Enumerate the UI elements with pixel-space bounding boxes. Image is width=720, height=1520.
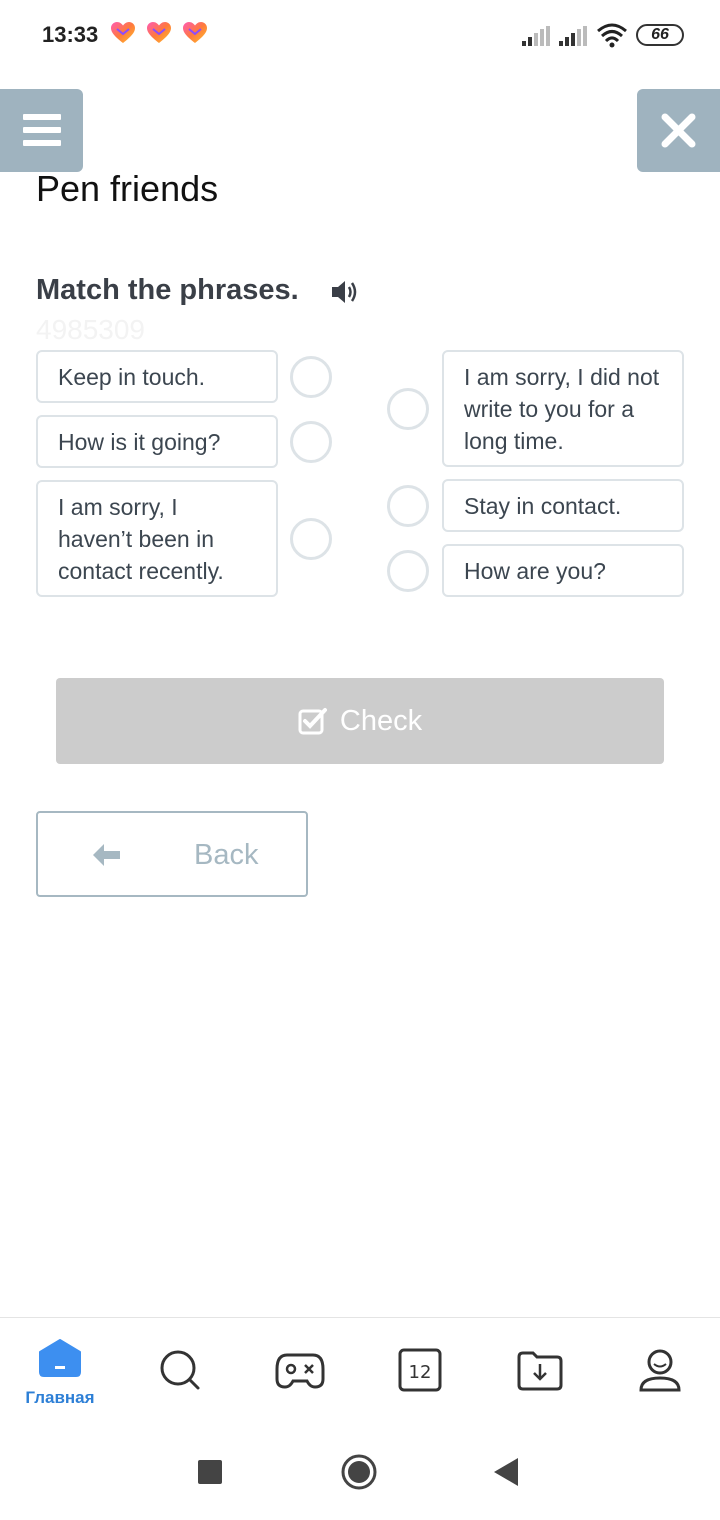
right-connector-1[interactable]	[387, 388, 429, 430]
hamburger-line	[23, 127, 61, 133]
left-phrase-card[interactable]	[36, 480, 278, 597]
profile-icon	[638, 1348, 682, 1392]
page-title: Pen friends	[36, 168, 219, 209]
search-icon	[158, 1348, 202, 1392]
right-phrase-card[interactable]	[442, 479, 684, 532]
phrase-label: Stay in contact.	[464, 492, 622, 519]
signal-icon	[522, 26, 550, 46]
hamburger-line	[23, 140, 61, 146]
left-connector-3[interactable]	[290, 518, 332, 560]
speaker-icon[interactable]	[330, 278, 362, 306]
back-system-icon[interactable]	[494, 1458, 518, 1486]
battery-icon: 66	[636, 24, 684, 46]
system-nav-bar	[0, 1425, 720, 1520]
phrase-label: I am sorry, I did not write to you for a long time.	[464, 363, 660, 454]
download-folder-icon	[517, 1351, 563, 1391]
home-icon	[38, 1338, 82, 1378]
left-phrase-card[interactable]	[36, 350, 278, 403]
left-connector-2[interactable]	[290, 421, 332, 463]
status-time: 13:33	[42, 22, 99, 47]
menu-button[interactable]	[0, 89, 83, 172]
bottom-nav	[0, 1317, 720, 1425]
gamepad-icon	[275, 1351, 325, 1391]
phrase-label: How is it going?	[58, 428, 221, 455]
signal-icon	[559, 26, 587, 46]
back-label: Back	[194, 839, 259, 871]
calendar-icon	[398, 1348, 442, 1392]
check-label: Check	[339, 704, 423, 737]
right-connector-3[interactable]	[387, 550, 429, 592]
checkbox-icon	[298, 707, 328, 735]
heart-icon	[110, 21, 136, 45]
task-instruction: Match the phrases.	[36, 274, 299, 306]
hamburger-icon	[23, 114, 61, 120]
nav-item-downloads[interactable]	[480, 1318, 600, 1426]
left-connector-1[interactable]	[290, 356, 332, 398]
right-connector-2[interactable]	[387, 485, 429, 527]
heart-icon	[182, 21, 208, 45]
calendar-day: 12	[408, 1362, 432, 1383]
nav-item-profile[interactable]	[600, 1318, 720, 1426]
recent-apps-icon[interactable]	[198, 1460, 222, 1484]
nav-item-calendar[interactable]	[360, 1318, 480, 1426]
back-button[interactable]	[36, 811, 308, 897]
heart-icon	[146, 21, 172, 45]
phrase-label: Keep in touch.	[58, 363, 206, 390]
right-phrase-card[interactable]	[442, 350, 684, 467]
nav-item-games[interactable]	[240, 1318, 360, 1426]
right-phrase-card[interactable]	[442, 544, 684, 597]
close-icon	[637, 89, 720, 172]
check-button[interactable]	[56, 678, 664, 764]
nav-item-home[interactable]	[0, 1318, 120, 1426]
wifi-icon	[596, 22, 628, 48]
nav-label-home: Главная	[25, 1388, 95, 1407]
left-phrase-card[interactable]	[36, 415, 278, 468]
task-id: 4985309	[36, 314, 146, 345]
close-button[interactable]	[637, 89, 720, 172]
phrase-label: How are you?	[464, 557, 606, 584]
arrow-left-icon	[90, 841, 122, 869]
home-system-icon[interactable]	[340, 1453, 378, 1491]
status-bar	[0, 0, 720, 70]
nav-item-search[interactable]	[120, 1318, 240, 1426]
phrase-label: I am sorry, I haven’t been in contact recently.	[58, 493, 224, 584]
